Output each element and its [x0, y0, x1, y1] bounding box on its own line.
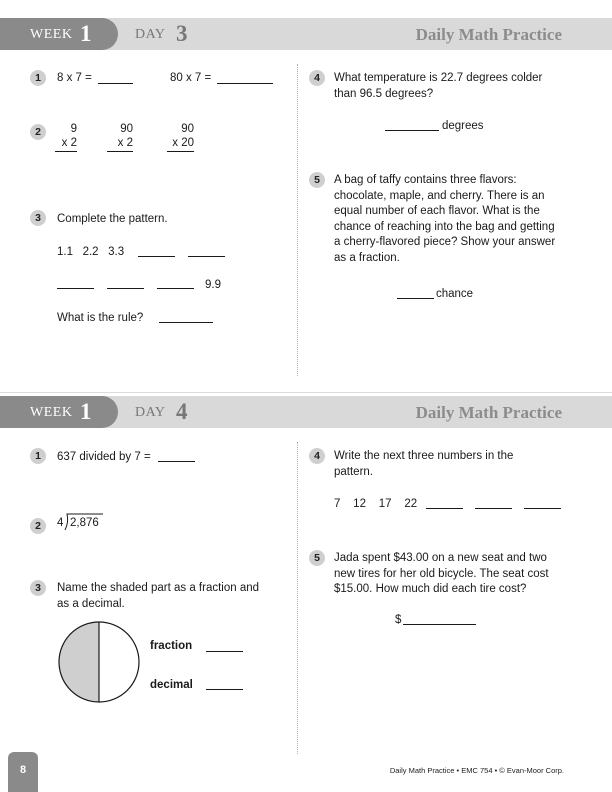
- question-number: 4: [309, 448, 325, 464]
- day-label: DAY: [135, 27, 166, 42]
- answer-blank[interactable]: [475, 508, 512, 509]
- question-number: 5: [309, 550, 325, 566]
- answer-blank[interactable]: [159, 322, 213, 323]
- answer-line[interactable]: [55, 151, 77, 152]
- answer-blank[interactable]: [158, 461, 195, 462]
- page-number: 8: [19, 764, 27, 776]
- question-text: 637 divided by 7 =: [57, 451, 151, 463]
- answer-blank[interactable]: [385, 130, 439, 131]
- answer-blank[interactable]: [138, 256, 175, 257]
- week-number: 1: [80, 399, 92, 424]
- question-text: What temperature is 22.7 degrees colder than 96.5 degrees?: [334, 72, 543, 100]
- footer-credit: Daily Math Practice • EMC 754 • © Evan-Moor Corp.: [389, 766, 564, 775]
- multiplicand: 90: [181, 123, 194, 135]
- shaded-half: [59, 622, 99, 702]
- answer-blank[interactable]: [57, 288, 94, 289]
- question-number: 4: [309, 70, 325, 86]
- day-label: DAY: [135, 405, 166, 420]
- answer-blank[interactable]: [217, 83, 273, 84]
- multiplicand: 90: [120, 123, 133, 135]
- question-number: 3: [30, 580, 46, 596]
- multiplier: x 2: [61, 137, 77, 149]
- column-divider: [297, 442, 298, 754]
- question-number: 1: [30, 70, 46, 86]
- pattern-sequence: 1.1 2.2 3.3: [57, 246, 125, 258]
- answer-blank[interactable]: [188, 256, 225, 257]
- question-number: 2: [30, 518, 46, 534]
- answer-line[interactable]: [107, 151, 133, 152]
- fraction-label: fraction: [150, 640, 193, 652]
- question-text: Name the shaded part as a fraction and as a decimal.: [57, 582, 260, 610]
- answer-unit: chance: [436, 288, 474, 300]
- multiplication-problem: [55, 122, 77, 152]
- answer-unit: degrees: [442, 120, 484, 132]
- answer-blank[interactable]: [107, 288, 144, 289]
- column-divider: [297, 64, 298, 376]
- pattern-sequence: 7 12 17 22: [334, 498, 418, 510]
- multiplication-problem: [167, 122, 194, 152]
- day-number: 3: [176, 21, 188, 46]
- answer-line[interactable]: [167, 151, 194, 152]
- shaded-circle-diagram: [57, 620, 141, 704]
- day-number: 4: [176, 399, 188, 424]
- question-text: 8 x 7 =: [57, 72, 92, 84]
- pattern-end: 9.9: [205, 279, 221, 291]
- question-number: 3: [30, 210, 46, 226]
- week-number: 1: [80, 21, 92, 46]
- answer-blank[interactable]: [98, 83, 133, 84]
- week-label: WEEK: [30, 27, 73, 42]
- header-title: Daily Math Practice: [415, 403, 562, 422]
- multiplier: x 20: [172, 137, 194, 149]
- answer-blank[interactable]: [426, 508, 463, 509]
- question-number: 5: [309, 172, 325, 188]
- week-tab: [0, 396, 118, 428]
- day-3-section: [0, 18, 612, 390]
- answer-blank[interactable]: [157, 288, 194, 289]
- multiplier: x 2: [117, 137, 133, 149]
- section-separator: [0, 392, 612, 393]
- page-number-tab: [8, 752, 38, 792]
- divisor: 4: [57, 517, 64, 529]
- question-text: Complete the pattern.: [57, 213, 168, 225]
- answer-blank[interactable]: [524, 508, 561, 509]
- multiplicand: 9: [70, 123, 77, 135]
- question-text: Write the next three numbers in the pattern.: [334, 450, 514, 478]
- header-title: Daily Math Practice: [415, 25, 562, 44]
- question-text: A bag of taffy contains three flavors: chocolate, maple, and cherry. There is an equal number of each flavor. What is the chance of reaching into the bag and getting a cherry-flavored piece? Show your answer as a fraction.: [334, 174, 556, 264]
- answer-blank[interactable]: [206, 651, 243, 652]
- question-text: What is the rule?: [57, 312, 144, 324]
- day-3-header: [0, 18, 612, 50]
- question-number: 2: [30, 124, 46, 140]
- week-label: WEEK: [30, 405, 73, 420]
- dividend: 2,876: [70, 517, 99, 529]
- answer-blank[interactable]: [397, 298, 434, 299]
- day-4-header: [0, 396, 612, 428]
- question-text: 80 x 7 =: [170, 72, 212, 84]
- decimal-label: decimal: [150, 679, 193, 691]
- question-number: 1: [30, 448, 46, 464]
- answer-blank[interactable]: [403, 624, 476, 625]
- answer-unit: $: [395, 614, 402, 626]
- day-4-section: [0, 396, 612, 756]
- question-text: Jada spent $43.00 on a new seat and two new tires for her old bicycle. The seat cost $15.00. How much did each tire cost?: [334, 552, 549, 595]
- week-tab: [0, 18, 118, 50]
- answer-blank[interactable]: [206, 689, 243, 690]
- multiplication-problem: [107, 122, 133, 152]
